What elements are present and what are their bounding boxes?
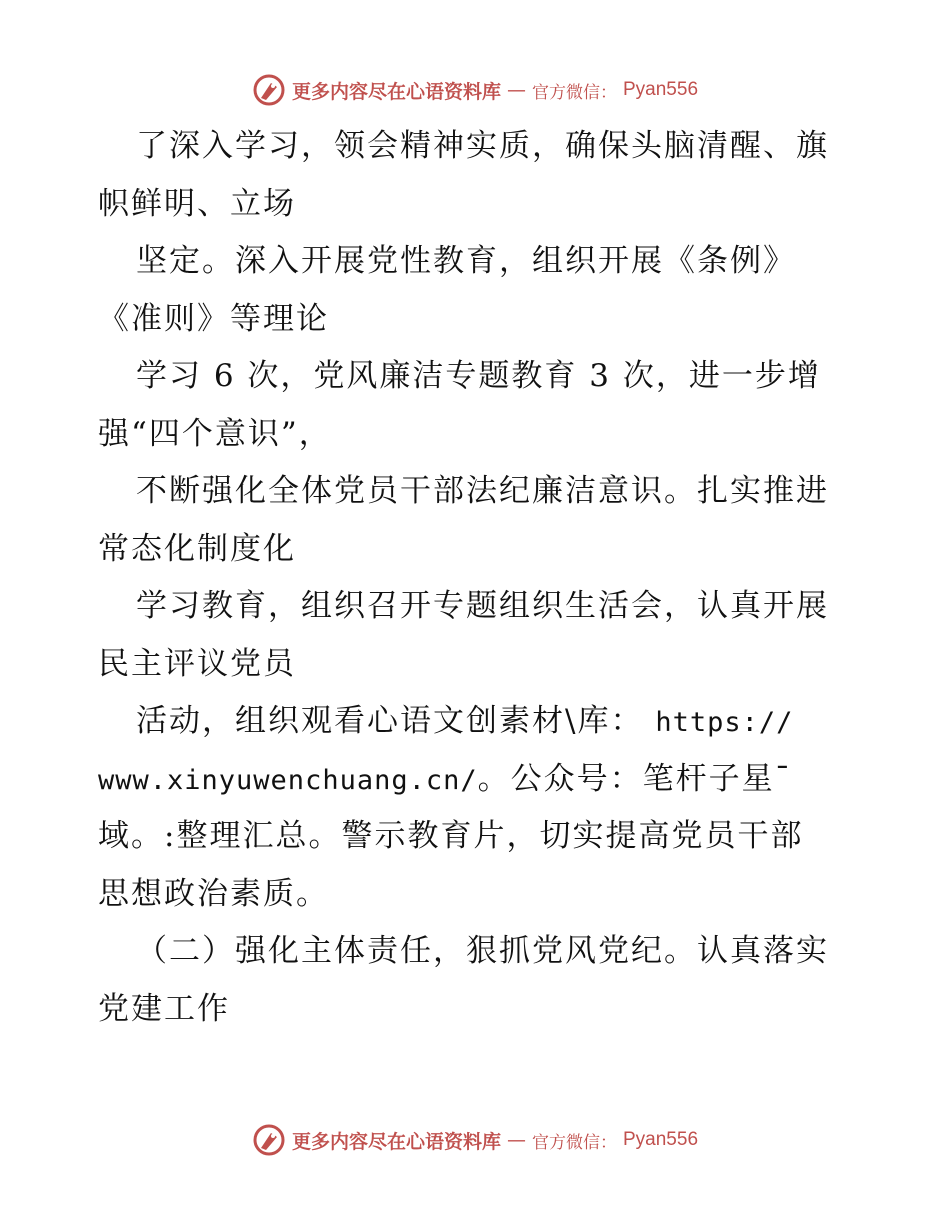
watermark-dash: — bbox=[507, 79, 526, 101]
watermark-dash: — bbox=[507, 1129, 526, 1151]
text-line: 坚定。深入开展党性教育，组织开展《条例》 bbox=[136, 243, 796, 279]
text-line: 思想政治素质。 bbox=[98, 875, 329, 912]
pen-nib-logo-icon bbox=[252, 73, 286, 107]
watermark-wechat-id: Pyan556 bbox=[623, 1129, 699, 1150]
text-line: （二）强化主体责任，狠抓党风党纪。认真落实 bbox=[136, 933, 829, 969]
text-line: 《准则》等理论 bbox=[98, 300, 329, 337]
watermark-wechat-id: Pyan556 bbox=[623, 79, 699, 100]
text-line: 党建工作 bbox=[98, 990, 230, 1027]
text-line: 民主评议党员 bbox=[98, 645, 296, 682]
text-line bbox=[98, 693, 858, 751]
text-line: 不断强化全体党员干部法纪廉洁意识。扎实推进 bbox=[136, 473, 829, 509]
watermark-wechat-label: 官方微信： bbox=[532, 1132, 617, 1153]
watermark-wechat-label: 官方微信： bbox=[532, 82, 617, 103]
text-line: 学习 6 次，党风廉洁专题教育 3 次，进一步增 bbox=[136, 358, 821, 394]
text-line: 学习教育，组织召开专题组织生活会，认真开展 bbox=[136, 588, 829, 624]
header-watermark bbox=[0, 70, 950, 110]
text-line bbox=[98, 751, 858, 809]
text-line: 域。:整理汇总。警示教育片，切实提高党员干部 bbox=[98, 818, 804, 854]
text-segment: 活动，组织观看心语文创素材\库： bbox=[136, 703, 644, 739]
watermark-main-text: 更多内容尽在心语资料库 bbox=[291, 1130, 501, 1153]
footer-watermark bbox=[0, 1120, 950, 1160]
text-line: 常态化制度化 bbox=[98, 530, 296, 567]
text-segment: 。公众号：笔杆子星¯ bbox=[477, 760, 793, 797]
pen-nib-logo-icon bbox=[252, 1123, 286, 1157]
text-line: 强“四个意识”， bbox=[98, 415, 332, 452]
watermark-main-text: 更多内容尽在心语资料库 bbox=[291, 80, 501, 103]
text-line: 帜鲜明、立场 bbox=[98, 185, 296, 222]
document-body bbox=[98, 118, 858, 1038]
text-line: 了深入学习，领会精神实质，确保头脑清醒、旗 bbox=[136, 128, 829, 164]
url-segment: https:// bbox=[655, 707, 794, 738]
url-segment: www.xinyuwenchuang.cn/ bbox=[98, 764, 478, 796]
